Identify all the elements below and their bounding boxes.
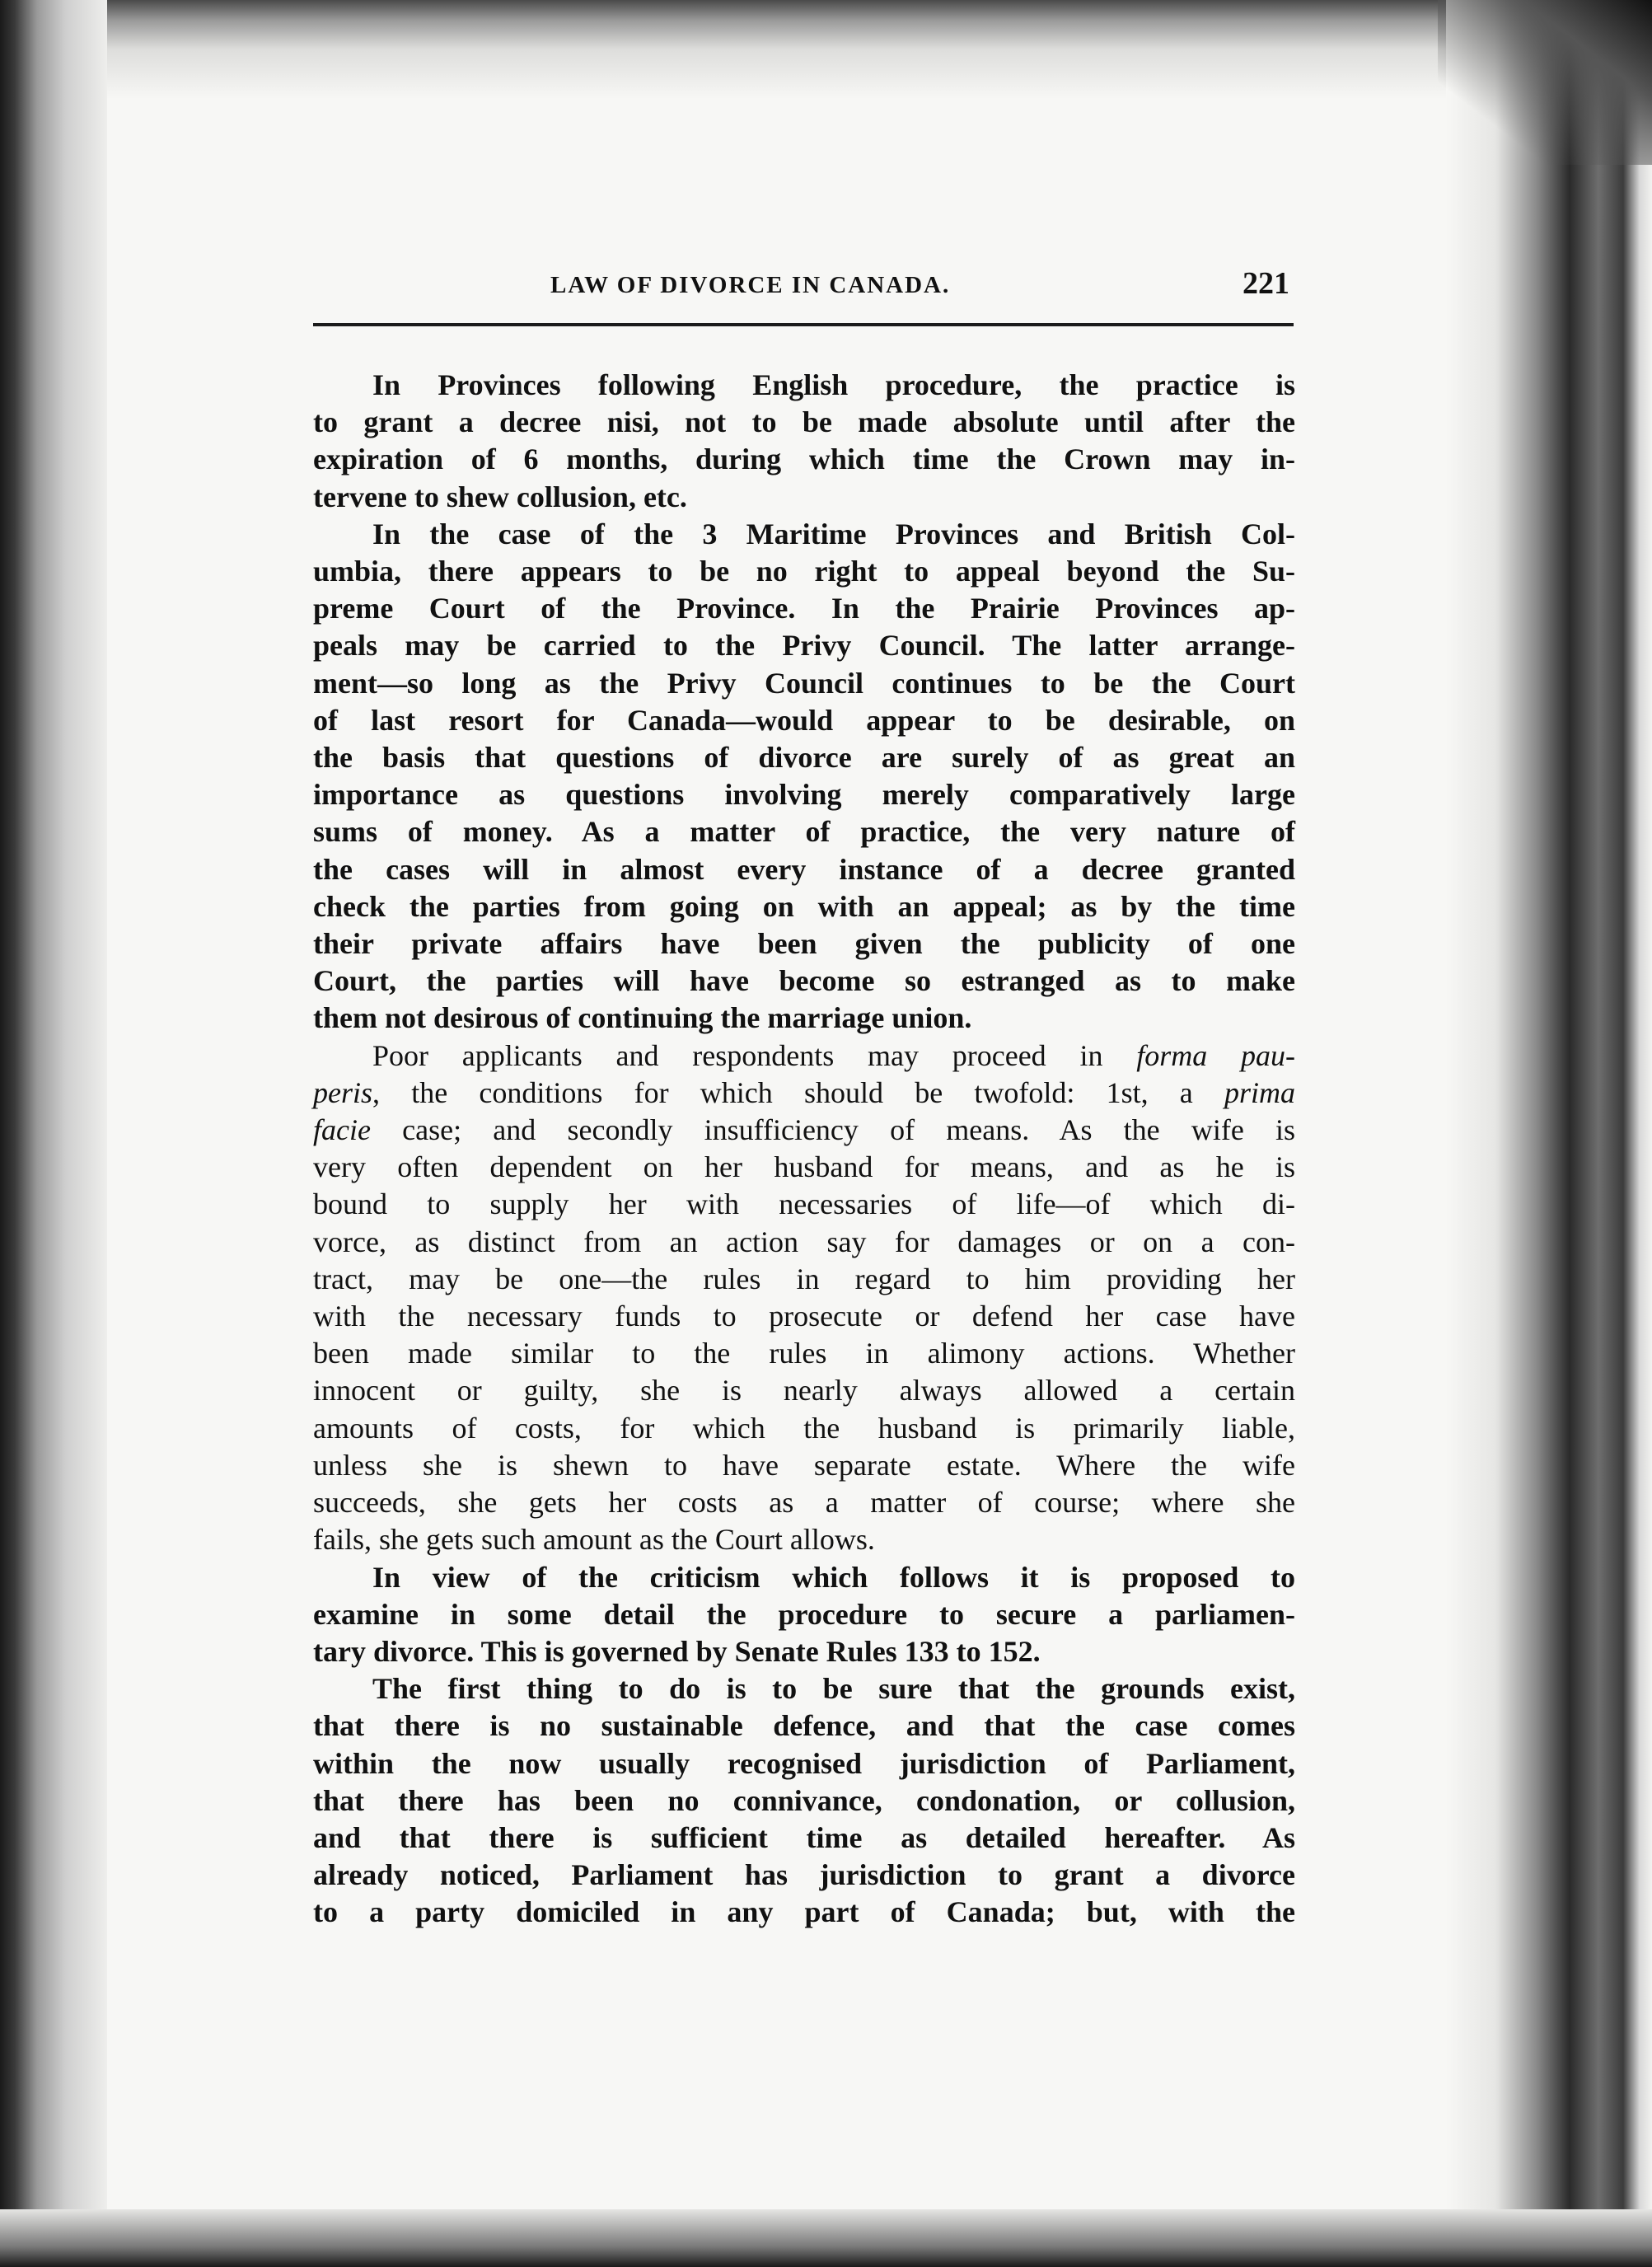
scan-shadow-bottom [0, 2209, 1652, 2267]
text-line [313, 1112, 1295, 1149]
text-line: In view of the criticism which follows it is proposed to [372, 1560, 1295, 1594]
scan-shadow-corner [1438, 0, 1652, 165]
text-run: innocent or guilty, she is nearly always allowed a certain [313, 1374, 1295, 1408]
text-line: to a party domiciled in any part of Canada; but, with the [313, 1895, 1295, 1929]
text-line: umbia, there appears to be no right to appeal beyond the Su- [313, 555, 1295, 588]
italic-text-run: forma pau- [1136, 1038, 1296, 1072]
paragraph [313, 1559, 1295, 1671]
text-line: tary divorce. This is governed by Senate Rules 133 to 152. [313, 1634, 1041, 1668]
text-line: that there is no sustainable defence, and that the case comes [313, 1709, 1295, 1743]
italic-text-run: peris [313, 1075, 372, 1109]
text-run: vorce, as distinct from an action say for damages or on a con- [313, 1225, 1295, 1258]
body-text [313, 367, 1295, 1932]
text-line: and that there is sufficient time as detailed hereafter. As [313, 1820, 1295, 1854]
text-line: of last resort for Canada—would appear to be desirable, on [313, 703, 1295, 737]
scan-shadow-right [1446, 0, 1652, 2267]
text-line [313, 1149, 1295, 1186]
text-line [313, 1410, 1295, 1447]
text-line [313, 1037, 1295, 1075]
text-line: within the now usually recognised jurisdiction of Parliament, [313, 1746, 1295, 1780]
text-line [313, 1075, 1295, 1112]
text-line: examine in some detail the procedure to secure a parliamen- [313, 1597, 1295, 1631]
scan-shadow-top [0, 0, 1652, 99]
text-run: been made similar to the rules in alimony actions. Whether [313, 1337, 1295, 1370]
text-run: succeeds, she gets her costs as a matter of course; where she [313, 1486, 1295, 1520]
text-line: that there has been no connivance, condonation, or collusion, [313, 1783, 1295, 1817]
text-line [313, 1447, 1295, 1484]
running-head: LAW OF DIVORCE IN CANADA. [550, 272, 951, 298]
page-header [313, 266, 1289, 313]
text-line [313, 1484, 1295, 1521]
text-run: case; and secondly insufficiency of means. As the wife is [370, 1113, 1295, 1147]
text-line [313, 1261, 1295, 1298]
text-run: Poor applicants and respondents may proceed in [372, 1038, 1137, 1072]
text-run: tract, may be one—the rules in regard to him providing her [313, 1262, 1295, 1295]
text-line: preme Court of the Province. In the Prairie Provinces ap- [313, 592, 1295, 625]
text-line: the basis that questions of divorce are surely of as great an [313, 741, 1295, 775]
text-line [313, 1224, 1295, 1261]
text-line: check the parties from going on with an appeal; as by the time [313, 889, 1295, 923]
text-run: fails, she gets such amount as the Court allows. [313, 1523, 875, 1557]
text-line: already noticed, Parliament has jurisdiction to grant a divorce [313, 1858, 1295, 1892]
text-run: with the necessary funds to prosecute or defend her case have [313, 1300, 1295, 1333]
text-line: In the case of the 3 Maritime Provinces and British Col- [372, 517, 1295, 550]
paragraph [313, 516, 1295, 1037]
italic-text-run: prima [1224, 1075, 1295, 1109]
text-line [313, 1186, 1295, 1223]
text-run: amounts of costs, for which the husband is primarily liable, [313, 1411, 1295, 1445]
page-number: 221 [1243, 266, 1289, 301]
text-line: their private affairs have been given the publicity of one [313, 927, 1295, 961]
text-line: ment—so long as the Privy Council continues to be the Court [313, 666, 1295, 700]
scan-shadow-left [0, 0, 107, 2267]
text-line [313, 1335, 1295, 1372]
text-line [313, 1298, 1295, 1335]
paragraph [313, 1670, 1295, 1931]
text-line: peals may be carried to the Privy Council. The latter arrange- [313, 629, 1295, 663]
text-line: them not desirous of continuing the marriage union. [313, 1001, 972, 1035]
text-run: unless she is shewn to have separate estate. Where the wife [313, 1448, 1295, 1482]
text-run: , the conditions for which should be twofold: 1st, a [372, 1075, 1224, 1109]
text-line: to grant a decree nisi, not to be made absolute until after the [313, 405, 1295, 439]
text-line: the cases will in almost every instance of a decree granted [313, 852, 1295, 886]
text-line: importance as questions involving merely comparatively large [313, 778, 1295, 812]
italic-text-run: facie [313, 1113, 371, 1147]
paragraph [313, 367, 1295, 516]
text-line [313, 1372, 1295, 1409]
text-line: In Provinces following English procedure, the practice is [372, 368, 1295, 401]
paragraph [313, 1037, 1295, 1559]
text-run: very often dependent on her husband for means, and as he is [313, 1150, 1295, 1184]
text-line: tervene to shew collusion, etc. [313, 480, 687, 513]
text-line: expiration of 6 months, during which time the Crown may in- [313, 443, 1295, 476]
text-line: sums of money. As a matter of practice, the very nature of [313, 815, 1295, 849]
header-rule [313, 323, 1294, 326]
text-line: The first thing to do is to be sure that the grounds exist, [372, 1672, 1295, 1706]
text-line: Court, the parties will have become so estranged as to make [313, 964, 1295, 998]
text-run: bound to supply her with necessaries of life—of which di- [313, 1187, 1295, 1221]
text-line [313, 1521, 1295, 1558]
